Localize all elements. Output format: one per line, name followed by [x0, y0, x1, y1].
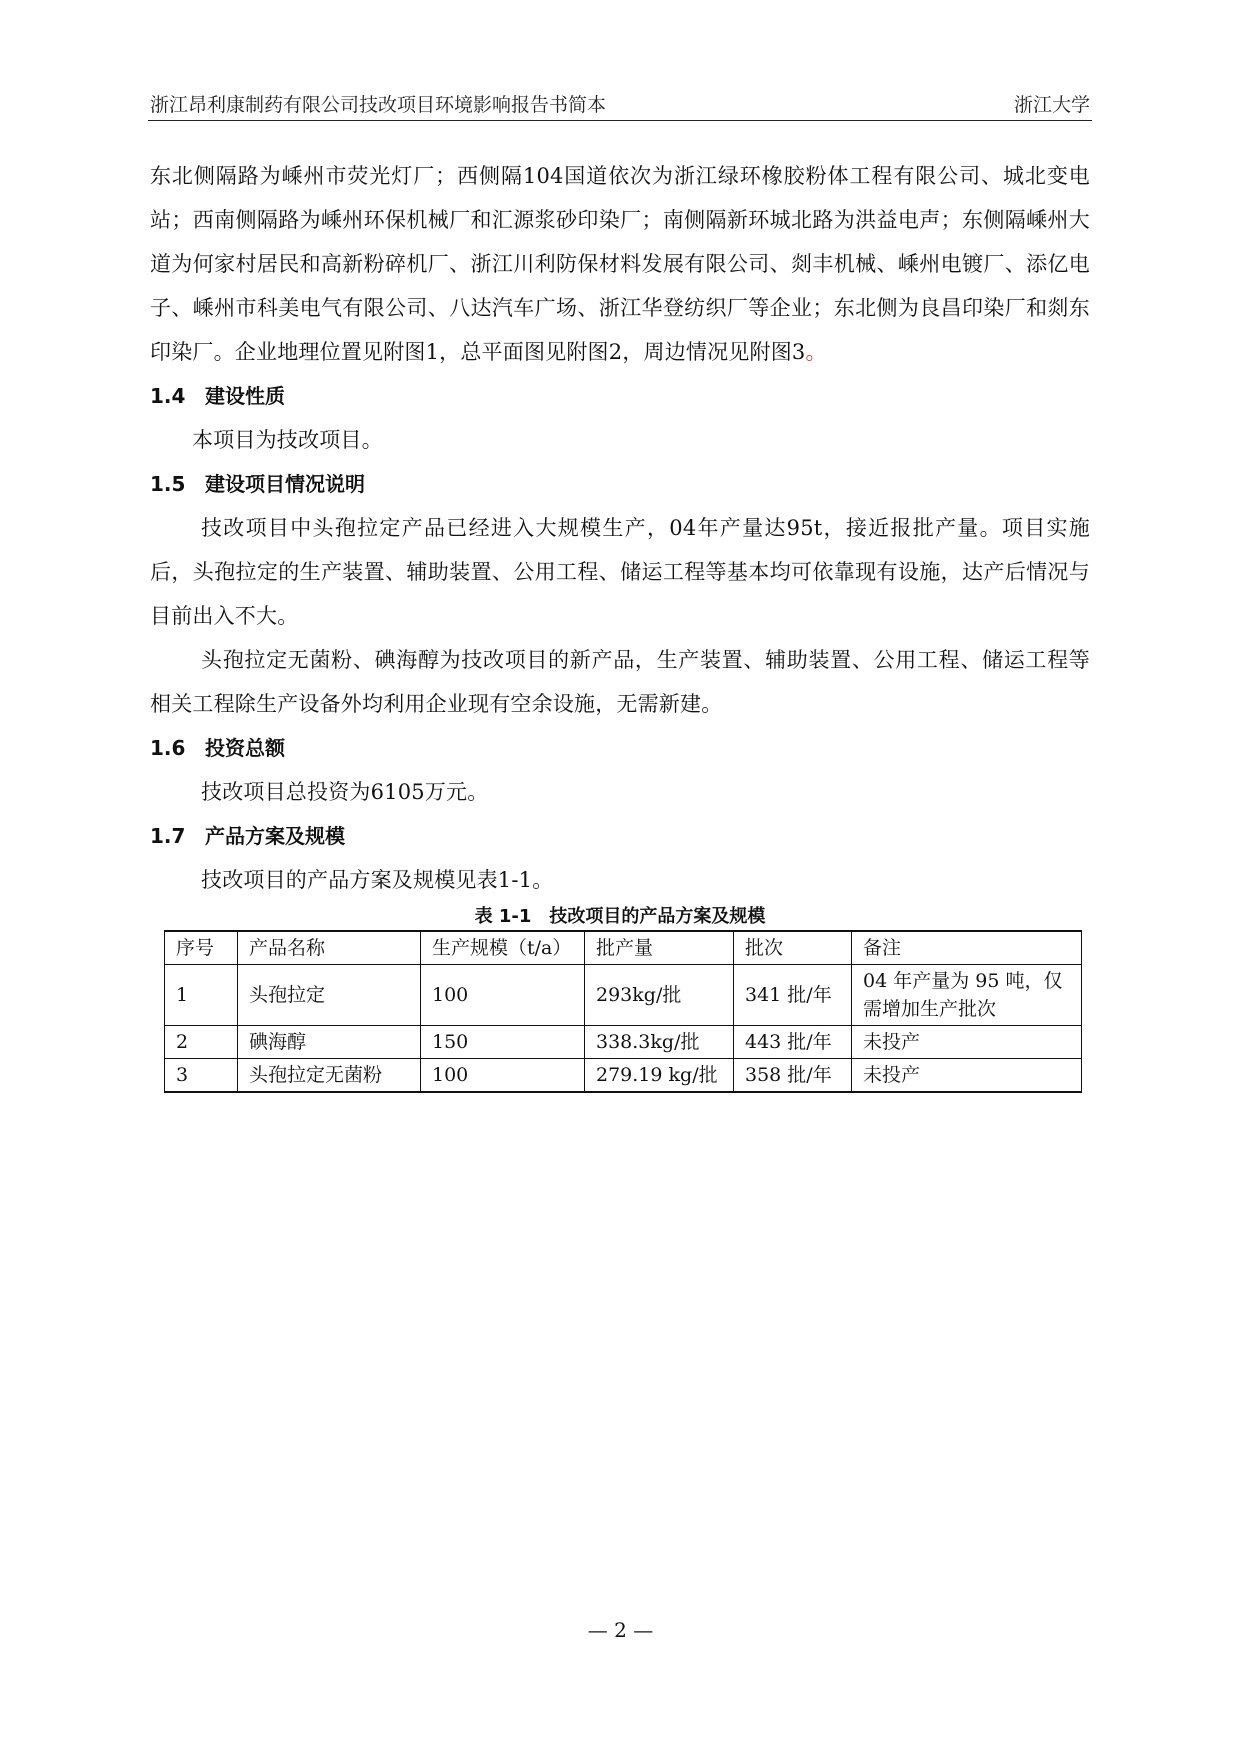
- table-header-cell: 批产量: [585, 931, 734, 965]
- page-header: [148, 84, 1092, 121]
- intro-text: 东北侧隔路为嵊州市荧光灯厂；西侧隔104国道依次为浙江绿环橡胶粉体工程有限公司、城北变电站；西南侧隔路为嵊州环保机械厂和汇源浆砂印染厂；南侧隔新环城北路为洪益电声；东侧隔嵊州大道为何家村居民和高新粉碎机厂、浙江川利防保材料发展有限公司、剡丰机械、嵊州电镀厂、添亿电子、嵊州市科美电气有限公司、八达汽车广场、浙江华登纺织厂等企业；东北侧为良昌印染厂和剡东印染厂。企业地理位置见附图1，总平面图见附图2，周边情况见附图3: [150, 164, 1090, 364]
- table-cell: 04 年产量为 95 吨，仅需增加生产批次: [852, 965, 1082, 1026]
- table-row: [165, 1026, 1082, 1059]
- table-cell: 279.19 kg/批: [585, 1059, 734, 1093]
- page-number: — 2 —: [587, 1618, 654, 1642]
- table-cell: 2: [165, 1026, 238, 1059]
- table-cell: 3: [165, 1059, 238, 1093]
- table-header-cell: 备注: [852, 931, 1082, 965]
- section-1-5-paragraph-2: 头孢拉定无菌粉、碘海醇为技改项目的新产品，生产装置、辅助装置、公用工程、储运工程等相关工程除生产设备外均利用企业现有空余设施，无需新建。: [150, 648, 1090, 716]
- table-cell: 341 批/年: [734, 965, 852, 1026]
- table-caption: 表 1-1 技改项目的产品方案及规模: [474, 906, 766, 927]
- intro-paragraph: [150, 154, 1090, 374]
- table-cell: 100: [421, 1059, 585, 1093]
- table-row: [165, 965, 1082, 1026]
- section-1-7-text: 技改项目的产品方案及规模见表1-1。: [201, 868, 554, 892]
- section-number: 1.5: [150, 472, 186, 496]
- table-row: [165, 1059, 1082, 1093]
- table-header-cell: 序号: [165, 931, 238, 965]
- organization-name: 浙江大学: [1013, 94, 1090, 116]
- table-cell: 443 批/年: [734, 1026, 852, 1059]
- section-heading-1-6: [150, 726, 1090, 770]
- section-number: 1.6: [150, 736, 186, 760]
- section-number: 1.7: [150, 824, 186, 848]
- section-title: 建设项目情况说明: [205, 472, 365, 496]
- section-title: 投资总额: [205, 736, 285, 760]
- table-cell: 338.3kg/批: [585, 1026, 734, 1059]
- table-cell: 未投产: [852, 1026, 1082, 1059]
- table-cell: 1: [165, 965, 238, 1026]
- table-cell: 头孢拉定: [238, 965, 421, 1026]
- table-header-cell: 生产规模（t/a）: [421, 931, 585, 965]
- table-cell: 头孢拉定无菌粉: [238, 1059, 421, 1093]
- intro-end-mark: 。: [805, 340, 827, 364]
- section-heading-1-4: [150, 374, 1090, 418]
- section-heading-1-7: [150, 814, 1090, 858]
- table-cell: 未投产: [852, 1059, 1082, 1093]
- section-number: 1.4: [150, 384, 186, 408]
- section-title: 产品方案及规模: [205, 824, 345, 848]
- table-cell: 150: [421, 1026, 585, 1059]
- table-header-row: [165, 931, 1082, 965]
- table-cell: 碘海醇: [238, 1026, 421, 1059]
- document-body: [150, 154, 1090, 1093]
- table-header-cell: 产品名称: [238, 931, 421, 965]
- table-cell: 293kg/批: [585, 965, 734, 1026]
- section-heading-1-5: [150, 462, 1090, 506]
- section-title: 建设性质: [205, 384, 285, 408]
- section-1-6-text: 技改项目总投资为6105万元。: [201, 780, 489, 804]
- section-1-5-paragraph-1: 技改项目中头孢拉定产品已经进入大规模生产，04年产量达95t，接近报批产量。项目实施后，头孢拉定的生产装置、辅助装置、公用工程、储运工程等基本均可依靠现有设施，达产后情况与目前出入不大。: [150, 516, 1090, 628]
- section-1-4-text: 本项目为技改项目。: [192, 428, 383, 452]
- table-cell: 358 批/年: [734, 1059, 852, 1093]
- table-cell: 100: [421, 965, 585, 1026]
- report-title: 浙江昂利康制药有限公司技改项目环境影响报告书简本: [150, 94, 607, 116]
- product-table: [164, 930, 1082, 1093]
- table-header-cell: 批次: [734, 931, 852, 965]
